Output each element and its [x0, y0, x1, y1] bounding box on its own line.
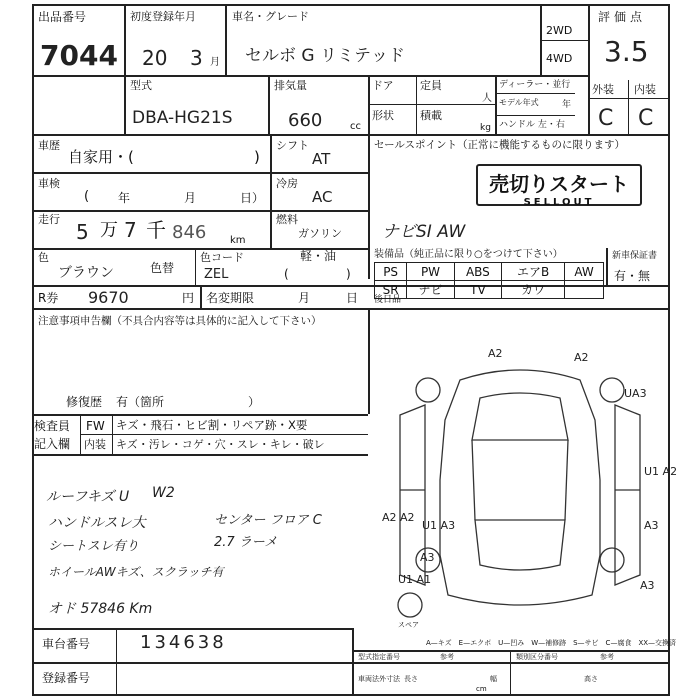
- width-label: 幅: [490, 675, 497, 683]
- equip-tv: TV: [454, 281, 501, 299]
- divider: [368, 134, 370, 279]
- height-label: 高さ: [584, 675, 598, 683]
- km-unit: km: [230, 235, 246, 246]
- divider: [510, 650, 511, 696]
- door-label: ドア: [372, 79, 394, 92]
- color-value: ブラウン: [58, 265, 114, 281]
- displacement-unit: cc: [350, 121, 361, 132]
- divider: [225, 4, 227, 75]
- sellout-stamp: [476, 164, 642, 206]
- length-label: 長さ: [404, 675, 418, 683]
- fw-label: FW: [86, 419, 105, 433]
- mileage-sen: 千: [146, 218, 166, 242]
- car-diagram: [370, 340, 670, 640]
- divider: [588, 98, 670, 99]
- inspection-open: (: [84, 189, 90, 204]
- equip-airbag: エアB: [502, 263, 565, 281]
- first-reg-label: 初度登録年月: [130, 10, 196, 23]
- score-value: 3.5: [604, 35, 649, 68]
- note-line2: ハンドルスレ大: [48, 515, 146, 531]
- cooling-value: AC: [312, 188, 333, 206]
- equip-empty: [565, 281, 604, 299]
- class-label: 類別区分番号: [516, 653, 558, 661]
- fuel-open: (: [284, 267, 289, 281]
- sales-handwritten: ナビSI AW: [382, 222, 466, 242]
- divider: [588, 4, 590, 134]
- fuel-label: 燃料: [276, 213, 298, 226]
- cooling-label: 冷房: [276, 177, 298, 190]
- displacement-value: 660: [288, 110, 323, 131]
- equip-navi: ナビ: [407, 281, 455, 299]
- equip-abs: ABS: [454, 263, 501, 281]
- divider: [195, 248, 196, 285]
- notes-label: 注意事項申告欄（不具合内容等は具体的に記入して下さい）: [38, 315, 322, 327]
- damage-mark: A2: [488, 347, 503, 360]
- name-change-day: 日: [346, 291, 359, 305]
- equipment-grid: [374, 262, 604, 299]
- divider: [32, 134, 670, 136]
- car-name-label: 車名・グレード: [232, 10, 309, 23]
- name-change-month: 月: [298, 291, 311, 305]
- damage-mark: U1 A2: [644, 465, 678, 478]
- fuel-gasoline: ガソリン: [298, 227, 342, 240]
- repair-value: 有（箇所: [116, 395, 165, 409]
- note-line1b: W2: [152, 485, 175, 501]
- history-label: 車歴: [38, 139, 60, 152]
- damage-mark: UA3: [624, 387, 647, 400]
- damage-mark: U1 A1: [398, 573, 432, 586]
- car-name: セルボ G リミテッド: [245, 46, 405, 66]
- divider: [124, 4, 126, 134]
- divider: [32, 662, 670, 664]
- fuel-diesel: 軽・油: [300, 249, 337, 263]
- divider: [32, 308, 670, 310]
- history-close: ): [254, 148, 260, 166]
- inspection-label: 車検: [38, 177, 60, 190]
- note-right1: センター フロア C: [214, 513, 322, 528]
- reg-label: 登録番号: [42, 671, 91, 685]
- lot-label: 出品番号: [38, 10, 87, 24]
- interior-label: 内装: [634, 83, 656, 96]
- recycle-value: 9670: [88, 288, 129, 307]
- inspection-month: 月: [184, 191, 197, 205]
- ref2-label: 参考: [600, 653, 614, 661]
- spare-label: スペア: [398, 621, 419, 629]
- type-label: 型式指定番号: [358, 653, 400, 661]
- damage-mark: A3: [420, 551, 435, 564]
- handle-label: ハンドル 左・右: [499, 120, 565, 130]
- divider: [116, 628, 117, 696]
- load-label: 積載: [420, 109, 442, 122]
- divider: [495, 115, 575, 116]
- shift-value: AT: [312, 150, 331, 168]
- divider: [268, 75, 270, 134]
- exterior-grade: C: [598, 106, 614, 131]
- drive-4wd: 4WD: [546, 52, 573, 65]
- divider: [352, 650, 670, 652]
- fuel-close: ): [346, 267, 351, 281]
- divider: [200, 285, 202, 308]
- cm-unit: cm: [476, 685, 487, 693]
- color-change-label: 色替: [150, 261, 175, 275]
- divider: [628, 80, 629, 134]
- entry-label: 記入欄: [34, 437, 71, 451]
- name-change-label: 名変期限: [206, 291, 255, 305]
- damage-mark: A2 A2: [382, 511, 415, 524]
- mileage-man: 万: [100, 220, 118, 241]
- int-label: 内装: [84, 438, 106, 451]
- inspection-day: 日）: [240, 191, 265, 205]
- note-odometer: オド 57846 Km: [48, 601, 153, 617]
- color-label: 色: [38, 251, 49, 264]
- mileage-5: 5: [76, 220, 89, 244]
- equipment-label: 装備品（純正品に限り○をつけて下さい）: [374, 249, 563, 260]
- divider: [32, 628, 352, 630]
- equip-ps: PS: [375, 263, 407, 281]
- equip-aw: AW: [565, 263, 604, 281]
- kg-unit: kg: [480, 123, 491, 133]
- model-label: 型式: [130, 79, 152, 92]
- divider: [495, 93, 575, 94]
- dealer-label: ディーラー・並行: [499, 80, 571, 90]
- divider: [32, 414, 368, 416]
- note-line4: ホイールAWキズ、スクラッチ有: [48, 565, 224, 579]
- capacity-label: 定員: [420, 79, 442, 92]
- month-unit: 月: [210, 57, 220, 68]
- divider: [80, 434, 368, 435]
- divider: [32, 454, 368, 456]
- equip-pw: PW: [407, 263, 455, 281]
- fw-items: キズ・飛石・ヒビ割・リペア跡・X要: [116, 418, 308, 432]
- mileage-label: 走行: [38, 213, 60, 226]
- model-year-label: モデル年式: [499, 98, 539, 107]
- damage-mark: A2: [574, 351, 589, 364]
- shape-label: 形状: [372, 109, 394, 122]
- sales-point-label: セールスポイント（正常に機能するものに限ります）: [374, 139, 626, 151]
- yen-unit: 円: [182, 291, 195, 305]
- first-reg-year: 20: [142, 46, 168, 70]
- model-value: DBA-HG21S: [132, 108, 233, 128]
- stamp-sub: SELLOUT: [523, 197, 595, 208]
- shift-label: シフト: [276, 139, 309, 152]
- year-unit: 年: [562, 100, 572, 110]
- ref-label: 参考: [440, 653, 454, 661]
- divider: [32, 75, 588, 77]
- inspection-year: 年: [118, 191, 131, 205]
- repair-label: 修復歴: [66, 395, 103, 409]
- warranty-value: 有・無: [614, 269, 651, 283]
- equip-sr: SR: [375, 281, 407, 299]
- recycle-label: R券: [38, 291, 59, 305]
- divider: [495, 75, 497, 134]
- first-reg-month: 3: [190, 46, 203, 70]
- divider: [540, 40, 588, 41]
- after-date-label: 後日品: [374, 295, 402, 305]
- exterior-label: 外装: [592, 83, 614, 96]
- dims-label: 車両法外寸法: [358, 675, 400, 683]
- person-unit: 人: [482, 93, 492, 104]
- divider: [112, 414, 113, 454]
- damage-mark: A3: [644, 519, 659, 532]
- legend: A—キズ E—エクボ U—凹み W—補修跡 S—サビ C—腐食 XX—交換済: [426, 639, 677, 647]
- color-code-label: 色コード: [200, 251, 244, 264]
- damage-mark: A3: [640, 579, 655, 592]
- score-label: 評価点: [598, 10, 647, 24]
- lot-number: 7044: [40, 39, 118, 72]
- displacement-label: 排気量: [274, 79, 307, 92]
- warranty-label: 新車保証書: [612, 251, 658, 261]
- note-line1: ルーフキズ U: [46, 489, 130, 505]
- repair-close: ）: [248, 395, 261, 409]
- divider: [32, 172, 368, 174]
- color-code-value: ZEL: [204, 267, 229, 282]
- mileage-7: 7: [124, 218, 137, 242]
- note-line3: シートスレ有り: [48, 539, 139, 554]
- chassis-value: 134638: [140, 632, 227, 653]
- stamp-main: 売切りスタート: [489, 172, 629, 196]
- int-items: キズ・汚レ・コゲ・穴・スレ・キレ・破レ: [116, 438, 325, 451]
- divider: [606, 248, 608, 285]
- divider: [352, 628, 354, 696]
- drive-2wd: 2WD: [546, 24, 573, 37]
- damage-mark: U1 A3: [422, 519, 456, 532]
- interior-grade: C: [638, 106, 654, 131]
- mileage-rest: 846: [172, 222, 207, 243]
- divider: [32, 210, 368, 212]
- chassis-label: 車台番号: [42, 637, 91, 651]
- checker-label: 検査員: [34, 419, 71, 433]
- note-right2: 2.7 ラーメ: [214, 535, 278, 550]
- divider: [270, 134, 272, 248]
- divider: [368, 104, 495, 105]
- equip-leather: カワ: [502, 281, 565, 299]
- history-value: 自家用・(: [68, 148, 134, 166]
